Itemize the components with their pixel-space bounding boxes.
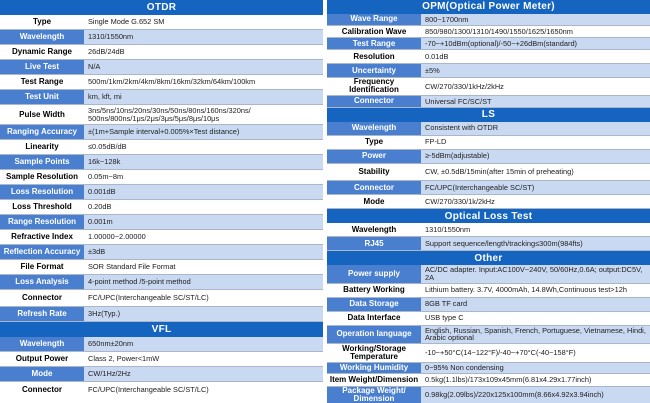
spec-row-loss-threshold	[0, 200, 323, 215]
spec-row-frequency-identification	[327, 78, 650, 96]
spec-label: Connector	[0, 382, 84, 397]
spec-value: ±(1m+Sample interval+0.005%×Test distance)	[84, 125, 323, 139]
spec-value: Consistent with OTDR	[421, 122, 650, 135]
section-header-optical-loss-test: Optical Loss Test	[327, 209, 650, 223]
spec-row-type	[0, 15, 323, 30]
spec-label: Reflection Accuracy	[0, 245, 84, 259]
spec-value: Lithium battery. 3.7V, 4000mAh, 14.8Wh,Continuous test>12h	[421, 284, 650, 297]
spec-row-linearity	[0, 140, 323, 155]
spec-label: Stability	[327, 164, 421, 181]
spec-value: 3Hz(Typ.)	[84, 307, 323, 321]
spec-label: Output Power	[0, 352, 84, 366]
spec-value: ±5%	[421, 64, 650, 77]
spec-label: File Format	[0, 260, 84, 274]
spec-row-calibration-wave	[327, 26, 650, 38]
spec-label: Wavelength	[327, 122, 421, 135]
spec-value: FC/UPC(Interchangeable SC/ST/LC)	[84, 382, 323, 397]
spec-value: AC/DC adapter. Input:AC100V~240V, 50/60Hz,0.6A; output:DC5V, 2A	[421, 265, 650, 283]
spec-row-wavelength	[327, 122, 650, 136]
right-spec-column	[327, 0, 650, 403]
spec-row-rj45	[327, 237, 650, 251]
spec-value: 4-point method /5-point method	[84, 275, 323, 289]
spec-row-working-humidity	[327, 363, 650, 374]
spec-label: Working Humidity	[327, 363, 421, 373]
spec-label: Mode	[327, 195, 421, 208]
spec-value: English, Russian, Spanish, French, Portuguese, Vietnamese, Hindi, Arabic optional	[421, 326, 650, 344]
spec-label: Mode	[0, 367, 84, 381]
spec-label: Refresh Rate	[0, 307, 84, 321]
spec-value: SOR Standard File Format	[84, 260, 323, 274]
spec-value: 1310/1550nm	[421, 223, 650, 236]
spec-label: Wavelength	[0, 337, 84, 351]
spec-value: 650nm±20nm	[84, 337, 323, 351]
spec-value: -10~+50°C(14~122°F)/-40~+70°C(-40~158°F)	[421, 344, 650, 362]
spec-value: 26dB/24dB	[84, 45, 323, 59]
spec-value: 0.20dB	[84, 200, 323, 214]
spec-label: Live Test	[0, 60, 84, 74]
spec-value: FC/UPC(Interchangeable SC/ST)	[421, 181, 650, 194]
spec-value: 850/980/1300/1310/1490/1550/1625/1650nm	[421, 26, 650, 37]
spec-value: 0.5kg(1.1lbs)/173x109x45mm(6.81x4.29x1.77inch)	[421, 374, 650, 386]
spec-row-reflection-accuracy	[0, 245, 323, 260]
spec-row-battery-working	[327, 284, 650, 298]
spec-row-range-resolution	[0, 215, 323, 230]
spec-label: Data Storage	[327, 298, 421, 311]
spec-label: Range Resolution	[0, 215, 84, 229]
spec-label: Sample Resolution	[0, 170, 84, 184]
spec-label: Dynamic Range	[0, 45, 84, 59]
spec-row-uncertainty	[327, 64, 650, 78]
spec-label: Loss Threshold	[0, 200, 84, 214]
spec-label: Test Unit	[0, 90, 84, 104]
spec-value: 0.05m~8m	[84, 170, 323, 184]
spec-label: Pulse Width	[0, 105, 84, 124]
spec-label: Ranging Accuracy	[0, 125, 84, 139]
spec-row-test-range	[327, 38, 650, 50]
spec-label: Test Range	[327, 38, 421, 49]
section-header-opm-optical-power-meter: OPM(Optical Power Meter)	[327, 0, 650, 14]
spec-value: Single Mode G.652 SM	[84, 15, 323, 29]
spec-row-refresh-rate	[0, 307, 323, 322]
spec-row-sample-resolution	[0, 170, 323, 185]
spec-value: FC/UPC(Interchangeable SC/ST/LC)	[84, 290, 323, 306]
spec-value: -70~+10dBm(optional)/-50~+26dBm(standard)	[421, 38, 650, 49]
spec-value: 0.01dB	[421, 50, 650, 63]
spec-value: Support sequence/length/tracking≤300m(984fts)	[421, 237, 650, 250]
spec-row-sample-points	[0, 155, 323, 170]
spec-row-operation-language	[327, 326, 650, 345]
spec-row-wave-range	[327, 14, 650, 26]
spec-row-pulse-width	[0, 105, 323, 125]
spec-row-live-test	[0, 60, 323, 75]
section-header-vfl: VFL	[0, 322, 323, 337]
spec-label: Wave Range	[327, 14, 421, 25]
spec-value: USB type C	[421, 312, 650, 325]
spec-value: ≥-5dBm(adjustable)	[421, 150, 650, 163]
spec-label: Refractive Index	[0, 230, 84, 244]
spec-label: Power	[327, 150, 421, 163]
spec-label: Wavelength	[0, 30, 84, 44]
spec-value: 0.001m	[84, 215, 323, 229]
spec-row-power-supply	[327, 265, 650, 284]
spec-row-power	[327, 150, 650, 164]
spec-label: Item Weight/Dimension	[327, 374, 421, 386]
spec-label: Type	[327, 136, 421, 149]
spec-row-dynamic-range	[0, 45, 323, 60]
spec-label: Linearity	[0, 140, 84, 154]
spec-label: Calibration Wave	[327, 26, 421, 37]
spec-value: ≤0.05dB/dB	[84, 140, 323, 154]
spec-value: 8GB TF card	[421, 298, 650, 311]
spec-value: CW/270/330/1kHz/2kHz	[421, 78, 650, 95]
spec-label: Working/Storage Temperature	[327, 344, 421, 362]
spec-row-loss-analysis	[0, 275, 323, 290]
section-header-otdr: OTDR	[0, 0, 323, 15]
spec-label: Resolution	[327, 50, 421, 63]
spec-row-working-storage-temperature	[327, 344, 650, 363]
spec-row-test-unit	[0, 90, 323, 105]
spec-row-stability	[327, 164, 650, 182]
spec-row-data-storage	[327, 298, 650, 312]
spec-label: Package Weight/ Dimension	[327, 387, 421, 403]
spec-value: 800~1700nm	[421, 14, 650, 25]
spec-row-wavelength	[0, 30, 323, 45]
spec-label: Power supply	[327, 265, 421, 283]
spec-value: N/A	[84, 60, 323, 74]
spec-label: Data Interface	[327, 312, 421, 325]
spec-row-package-weight-dimension	[327, 387, 650, 403]
spec-value: CW, ±0.5dB/15min(after 15min of preheating)	[421, 164, 650, 181]
spec-row-wavelength	[327, 223, 650, 237]
spec-row-mode	[0, 367, 323, 382]
spec-value: 0~95% Non condensing	[421, 363, 650, 373]
spec-label: Type	[0, 15, 84, 29]
section-header-other: Other	[327, 251, 650, 265]
spec-value: 1310/1550nm	[84, 30, 323, 44]
spec-row-data-interface	[327, 312, 650, 326]
spec-value: Universal FC/SC/ST	[421, 96, 650, 107]
spec-row-connector	[0, 290, 323, 307]
spec-row-loss-resolution	[0, 185, 323, 200]
spec-row-connector	[327, 96, 650, 108]
spec-row-file-format	[0, 260, 323, 275]
spec-row-connector	[0, 382, 323, 397]
spec-label: Sample Points	[0, 155, 84, 169]
spec-row-resolution	[327, 50, 650, 64]
spec-row-refractive-index	[0, 230, 323, 245]
spec-value: 16k~128k	[84, 155, 323, 169]
spec-label: Uncertainty	[327, 64, 421, 77]
spec-row-test-range	[0, 75, 323, 90]
spec-value: 1.00000~2.00000	[84, 230, 323, 244]
spec-label: Test Range	[0, 75, 84, 89]
spec-row-type	[327, 136, 650, 150]
spec-value: km, kft, mi	[84, 90, 323, 104]
spec-label: Frequency Identification	[327, 78, 421, 95]
spec-label: Battery Working	[327, 284, 421, 297]
spec-row-wavelength	[0, 337, 323, 352]
spec-value: Class 2, Power<1mW	[84, 352, 323, 366]
spec-label: Connector	[327, 181, 421, 194]
spec-value: FP-LD	[421, 136, 650, 149]
spec-value: ±3dB	[84, 245, 323, 259]
spec-value: 0.98kg(2.09lbs)/220x125x100mm(8.66x4.92x3.94inch)	[421, 387, 650, 403]
spec-label: Loss Resolution	[0, 185, 84, 199]
spec-label: Loss Analysis	[0, 275, 84, 289]
spec-row-ranging-accuracy	[0, 125, 323, 140]
section-header-ls: LS	[327, 108, 650, 122]
spec-value: CW/270/330/1k/2kHz	[421, 195, 650, 208]
left-spec-column	[0, 0, 323, 403]
spec-label: Wavelength	[327, 223, 421, 236]
spec-value: 0.001dB	[84, 185, 323, 199]
spec-row-output-power	[0, 352, 323, 367]
spec-label: Connector	[327, 96, 421, 107]
spec-row-connector	[327, 181, 650, 195]
spec-label: RJ45	[327, 237, 421, 250]
spec-label: Operation language	[327, 326, 421, 344]
spec-row-mode	[327, 195, 650, 209]
spec-value: 3ns/5ns/10ns/20ns/30ns/50ns/80ns/160ns/320ns/ 500ns/800ns/1μs/2μs/3μs/5μs/8μs/10μs	[84, 105, 323, 124]
spec-label: Connector	[0, 290, 84, 306]
spec-value: 500m/1km/2km/4km/8km/16km/32km/64km/100km	[84, 75, 323, 89]
spec-value: CW/1Hz/2Hz	[84, 367, 323, 381]
